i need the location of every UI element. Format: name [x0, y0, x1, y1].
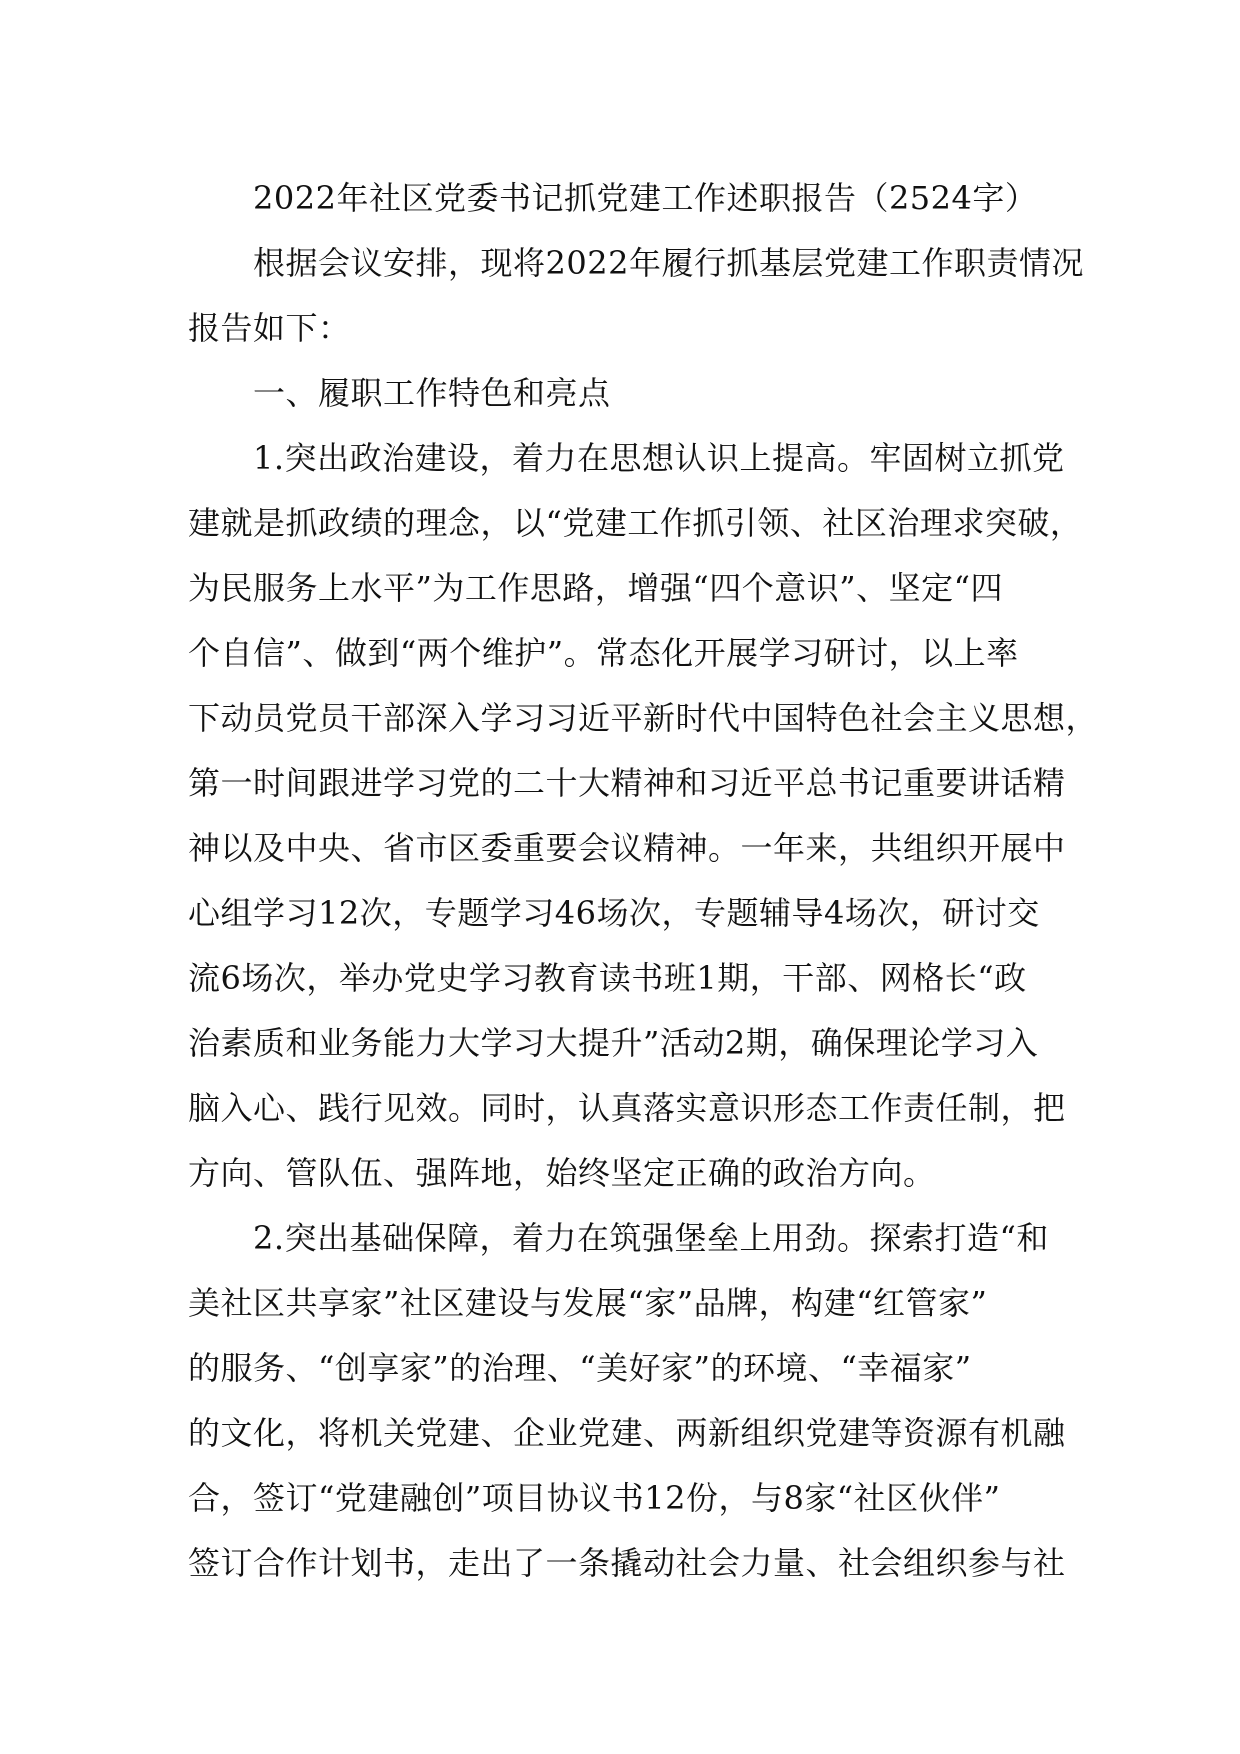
section-heading [188, 361, 1068, 426]
paragraph-line: 的服务、“创享家”的治理、“美好家”的环境、“幸福家” [188, 1349, 972, 1387]
paragraph-line: 下动员党员干部深入学习习近平新时代中国特色社会主义思想， [188, 699, 1099, 737]
section-heading-text: 一、履职工作特色和亮点 [253, 374, 611, 412]
paragraph-line: 签订合作计划书，走出了一条撬动社会力量、社会组织参与社 [188, 1544, 1066, 1582]
paragraph-line: 2.突出基础保障，着力在筑强堡垒上用劲。探索打造“和 [253, 1219, 1049, 1257]
document-title: 2022年社区党委书记抓党建工作述职报告（2524字） [253, 179, 1038, 217]
paragraph-line: 方向、管队伍、强阵地，始终坚定正确的政治方向。 [188, 1154, 936, 1192]
paragraph-intro [188, 231, 1084, 361]
paragraph-foundation-guarantee [188, 1206, 1068, 1596]
paragraph-line: 治素质和业务能力大学习大提升”活动2期，确保理论学习入 [188, 1024, 1039, 1062]
paragraph-line: 为民服务上水平”为工作思路，增强“四个意识”、坚定“四 [188, 569, 1003, 607]
paragraph-line: 神以及中央、省市区委重要会议精神。一年来，共组织开展中 [188, 829, 1066, 867]
paragraph-line: 合，签订“党建融创”项目协议书12份，与8家“社区伙伴” [188, 1479, 1001, 1517]
paragraph-line: 个自信”、做到“两个维护”。常态化开展学习研讨，以上率 [188, 634, 1019, 672]
paragraph-line: 心组学习12次，专题学习46场次，专题辅导4场次，研讨交 [188, 894, 1040, 932]
paragraph-line: 根据会议安排，现将2022年履行抓基层党建工作职责情况 [253, 244, 1084, 282]
paragraph-line: 报告如下： [188, 309, 351, 347]
paragraph-line: 建就是抓政绩的理念，以“党建工作抓引领、社区治理求突破， [188, 504, 1083, 542]
paragraph-line: 的文化，将机关党建、企业党建、两新组织党建等资源有机融 [188, 1414, 1066, 1452]
paragraph-political-building [188, 426, 1099, 1206]
paragraph-line: 第一时间跟进学习党的二十大精神和习近平总书记重要讲话精 [188, 764, 1066, 802]
paragraph-line: 美社区共享家”社区建设与发展“家”品牌，构建“红管家” [188, 1284, 988, 1322]
document-body [188, 166, 1099, 1596]
paragraph-line: 1.突出政治建设，着力在思想认识上提高。牢固树立抓党 [253, 439, 1065, 477]
paragraph-line: 脑入心、践行见效。同时，认真落实意识形态工作责任制，把 [188, 1089, 1066, 1127]
paragraph-line: 流6场次，举办党史学习教育读书班1期，干部、网格长“政 [188, 959, 1027, 997]
